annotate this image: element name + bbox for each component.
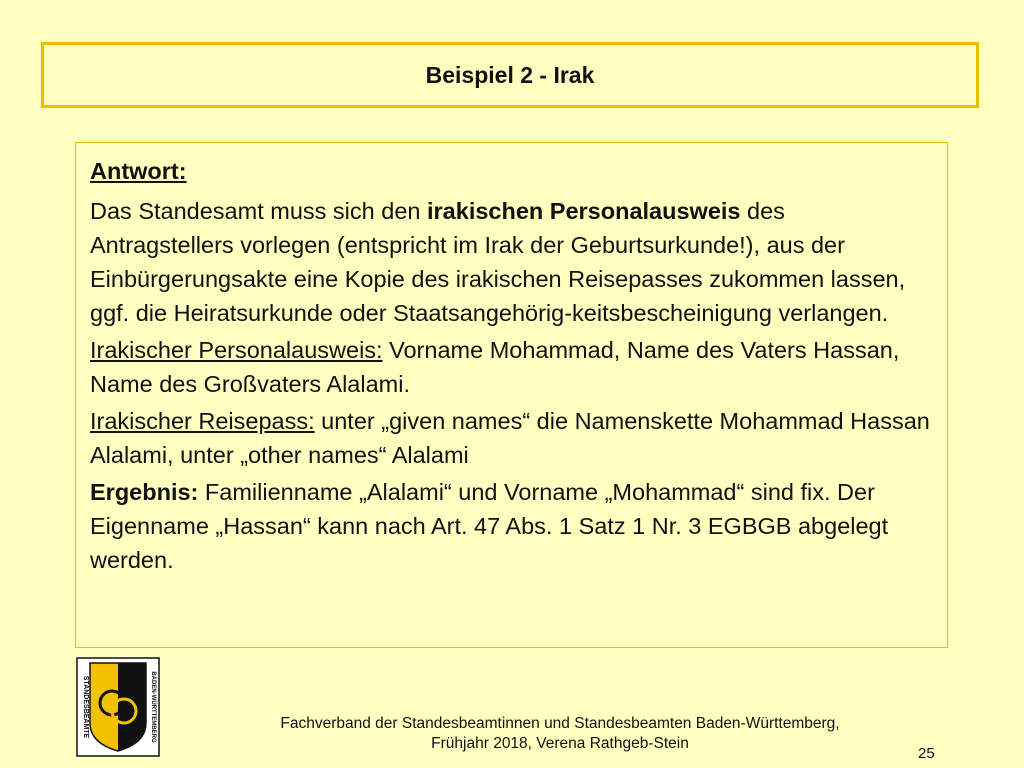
footer-line-2: Frühjahr 2018, Verena Rathgeb-Stein	[431, 735, 689, 752]
p4-label: Ergebnis:	[90, 479, 199, 505]
p1-after: des Antragstellers vorlegen (entspricht im Irak der Geburtsurkunde!), aus der Einbürgerungsakte eine Kopie des irakischen Reisepasses zukommen lassen, ggf. die Heiratsurkunde oder Staatsangehörig-keitsbescheinigung verlangen.	[90, 198, 906, 326]
p2-label: Irakischer Personalausweis:	[90, 337, 383, 363]
logo-graphic	[76, 657, 160, 757]
paragraph-documents	[90, 194, 933, 330]
slide-title: Beispiel 2 - Irak	[425, 61, 595, 88]
answer-heading: Antwort:	[90, 158, 187, 184]
paragraph-ergebnis	[90, 475, 933, 577]
footer	[220, 714, 900, 754]
p3-text: unter „given names“ die Namenskette Mohammad Hassan Alalami, unter „other names“ Alalami	[90, 408, 930, 468]
paragraph-personalausweis	[90, 333, 933, 401]
p2-text: Vorname Mohammad, Name des Vaters Hassan, Name des Großvaters Alalami.	[90, 337, 900, 397]
footer-line-1: Fachverband der Standesbeamtinnen und Standesbeamten Baden-Württemberg,	[280, 715, 840, 732]
slide-title-box	[41, 42, 979, 108]
p1-bold: irakischen Personalausweis	[427, 198, 741, 224]
logo-text-left: STANDESBEAMTE	[82, 675, 89, 739]
p1-before: Das Standesamt muss sich den	[90, 198, 427, 224]
page-number: 25	[918, 745, 935, 762]
standesbeamte-logo	[76, 657, 160, 757]
logo-text-right: BADEN-WÜRTTEMBERG	[150, 671, 156, 743]
paragraph-reisepass	[90, 404, 933, 472]
p3-label: Irakischer Reisepass:	[90, 408, 315, 434]
content-box	[75, 142, 948, 648]
p4-text: Familienname „Alalami“ und Vorname „Mohammad“ sind fix. Der Eigenname „Hassan“ kann nach Art. 47 Abs. 1 Satz 1 Nr. 3 EGBGB abgelegt werden.	[90, 479, 889, 573]
